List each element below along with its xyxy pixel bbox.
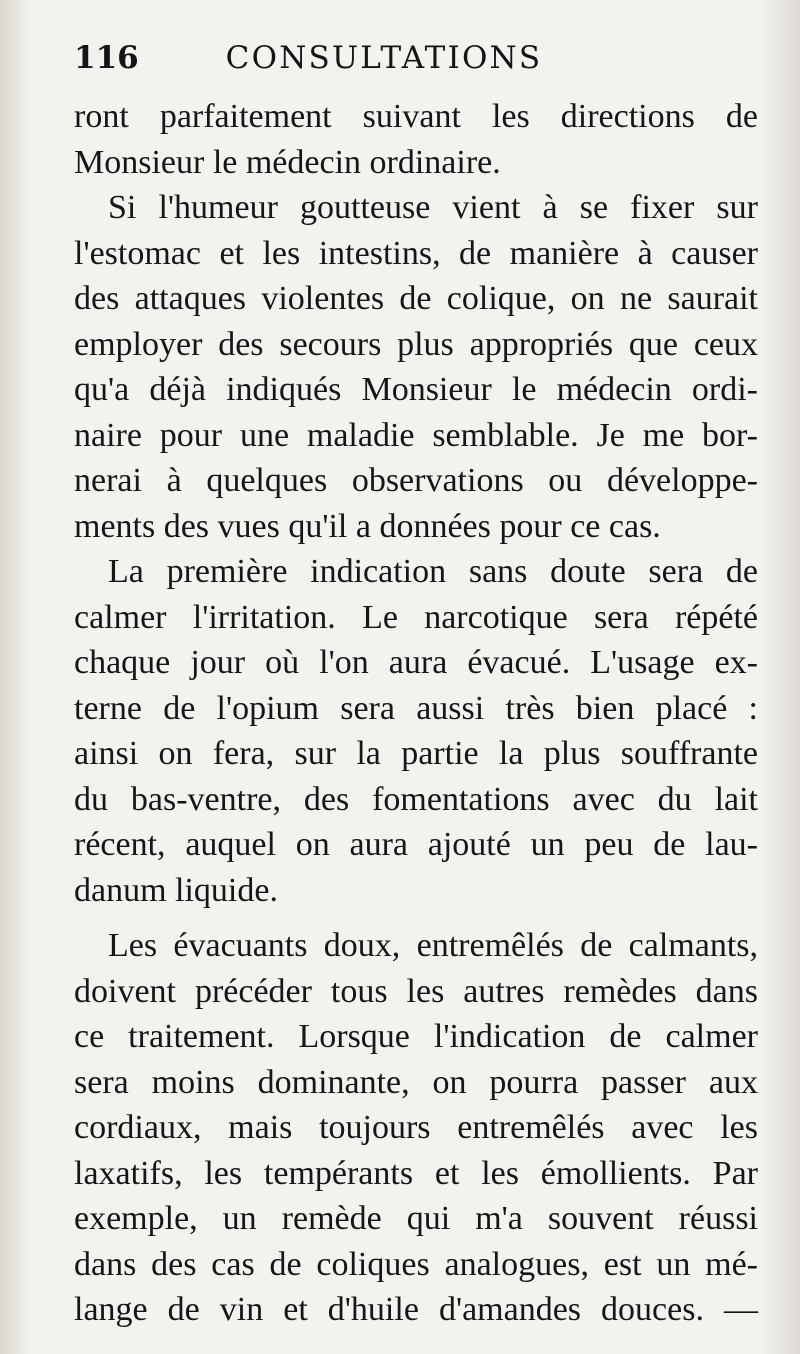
text-line: naire pour une maladie semblable. Je me bor- <box>74 416 758 454</box>
text-line: sera moins dominante, on pourra passer aux <box>74 1063 758 1101</box>
text-line: terne de l'opium sera aussi très bien placé : <box>74 689 758 727</box>
text-line: nerai à quelques observations ou développe- <box>74 462 758 499</box>
text-line: cordiaux, mais toujours entremêlés avec les <box>74 1109 758 1146</box>
paragraph-indication <box>74 549 758 913</box>
text-line: lange de vin et d'huile d'amandes douces. — <box>74 1291 758 1328</box>
paragraph-continuation <box>74 94 758 185</box>
text-line: l'estomac et les intestins, de manière à causer <box>74 234 758 272</box>
text-line: danum liquide. <box>74 871 278 909</box>
text-line: qu'a déjà indiqués Monsieur le médecin ordi- <box>74 371 758 408</box>
text-line: ront parfaitement suivant les directions de <box>74 98 758 135</box>
paragraph-colique <box>74 185 758 549</box>
text-line: ainsi on fera, sur la partie la plus souffrante <box>74 735 758 772</box>
text-line: dans des cas de coliques analogues, est un mé- <box>74 1245 758 1283</box>
text-line: Si l'humeur goutteuse vient à se fixer sur <box>108 189 758 226</box>
text-line: des attaques violentes de colique, on ne saurait <box>74 280 758 317</box>
text-line: ments des vues qu'il a données pour ce cas. <box>74 507 661 545</box>
page-header <box>74 36 764 86</box>
spine-shadow <box>0 0 30 1354</box>
paragraph-gap <box>74 913 758 923</box>
text-line: chaque jour où l'on aura évacué. L'usage ex- <box>74 644 758 681</box>
text-line: La première indication sans doute sera de <box>108 553 758 590</box>
running-title: CONSULTATIONS <box>225 40 543 76</box>
text-line: du bas-ventre, des fomentations avec du lait <box>74 780 758 818</box>
page-number: 116 <box>74 40 139 76</box>
text-line: récent, auquel on aura ajouté un peu de lau- <box>74 826 758 863</box>
page-edge-shade <box>760 0 800 1354</box>
text-body <box>74 94 758 1333</box>
text-line: laxatifs, les tempérants et les émollients. Par <box>74 1154 758 1192</box>
text-line: Les évacuants doux, entremêlés de calmants, <box>108 927 758 964</box>
text-line: exemple, un remède qui m'a souvent réussi <box>74 1200 758 1237</box>
text-line: employer des secours plus appropriés que ceux <box>74 325 758 363</box>
text-line: doivent précéder tous les autres remèdes dans <box>74 972 758 1010</box>
paragraph-evacuants <box>74 923 758 1333</box>
text-line: ce traitement. Lorsque l'indication de calmer <box>74 1018 758 1055</box>
text-line: Monsieur le médecin ordinaire. <box>74 143 501 181</box>
text-line: calmer l'irritation. Le narcotique sera répété <box>74 598 758 636</box>
